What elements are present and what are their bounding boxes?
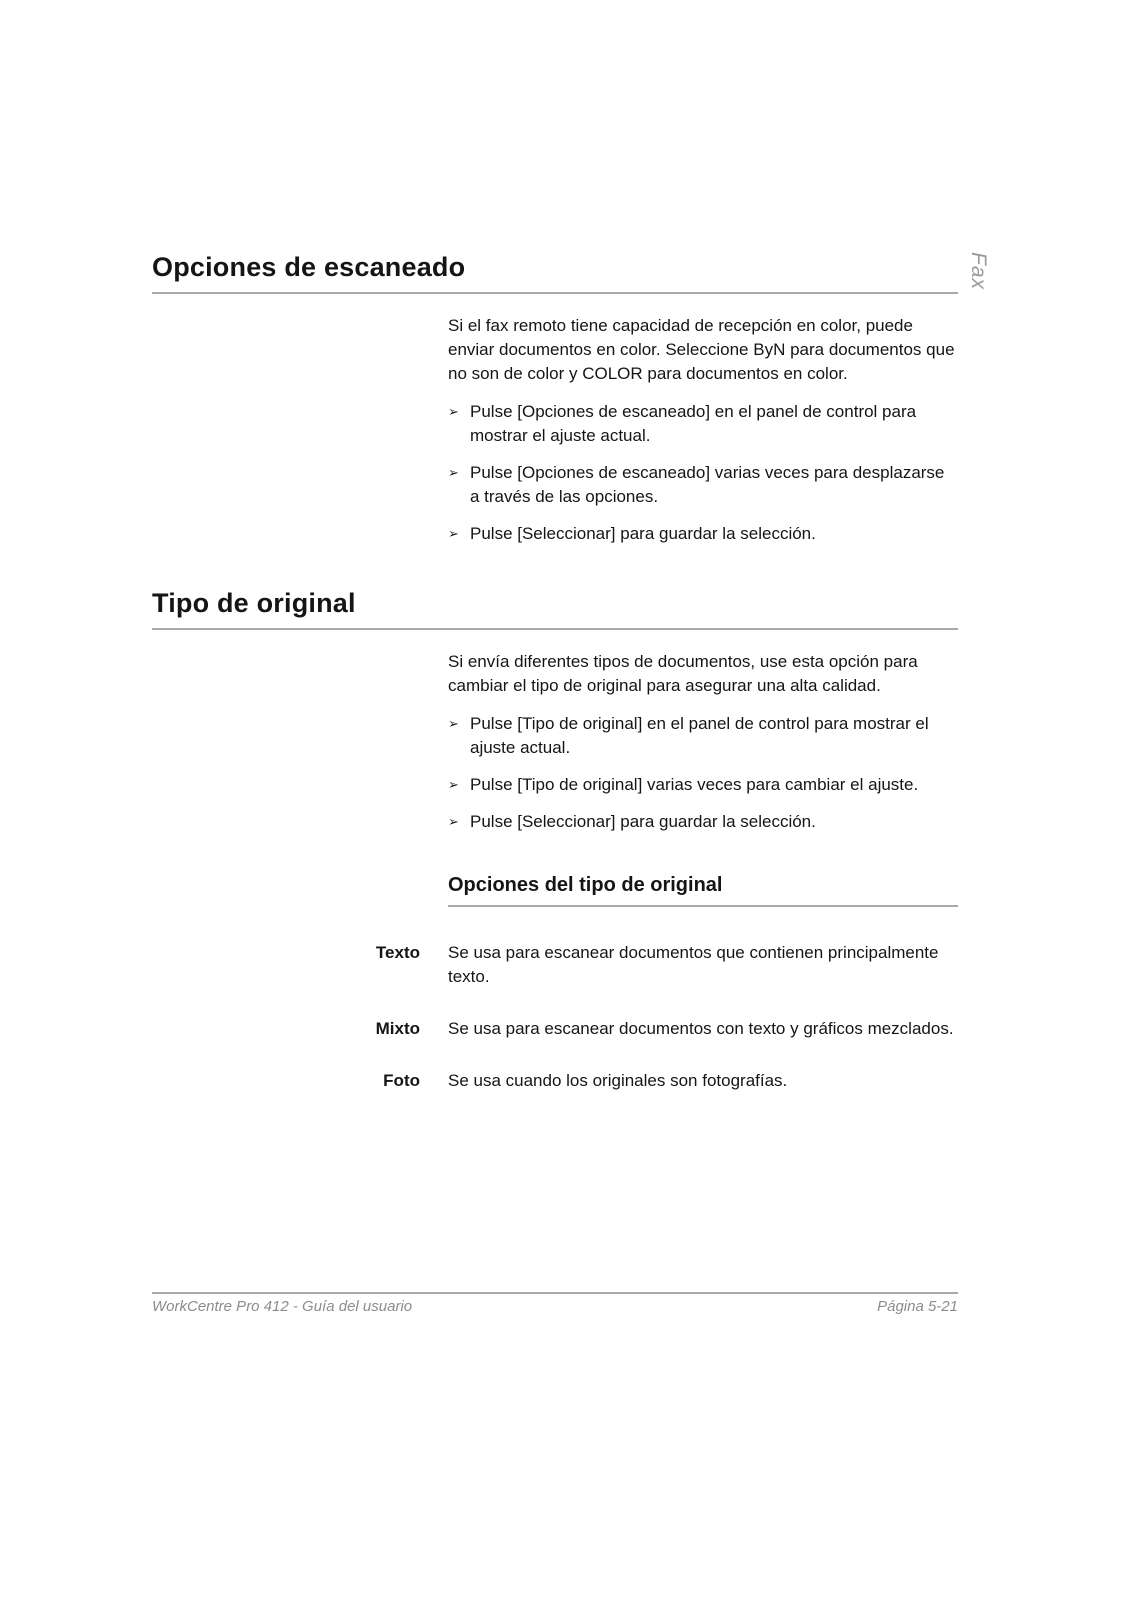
section2	[152, 588, 958, 1093]
bullet-text: Pulse [Tipo de original] varias veces para cambiar el ajuste.	[470, 775, 919, 794]
page-content	[152, 252, 958, 1093]
list-item	[448, 461, 958, 509]
arrow-bullet-icon: ➢	[448, 814, 459, 829]
footer-document-title: WorkCentre Pro 412 - Guía del usuario	[152, 1298, 413, 1315]
bullet-text: Pulse [Seleccionar] para guardar la selección.	[470, 812, 816, 831]
definition-description: Se usa para escanear documentos con texto y gráficos mezclados.	[448, 1019, 954, 1038]
definition-description: Se usa para escanear documentos que contienen principalmente texto.	[448, 943, 939, 986]
arrow-bullet-icon: ➢	[448, 465, 459, 480]
list-item	[448, 810, 958, 834]
arrow-bullet-icon: ➢	[448, 526, 459, 541]
arrow-bullet-icon: ➢	[448, 404, 459, 419]
definition-description: Se usa cuando los originales son fotografías.	[448, 1071, 788, 1090]
section2-bullet-list	[448, 712, 958, 834]
arrow-bullet-icon: ➢	[448, 777, 459, 792]
list-item	[448, 522, 958, 546]
section2-intro: Si envía diferentes tipos de documentos, use esta opción para cambiar el tipo de original para asegurar una alta calidad.	[448, 652, 918, 695]
footer-page-number: Página 5-21	[877, 1298, 958, 1315]
bullet-text: Pulse [Opciones de escaneado] en el panel de control para mostrar el ajuste actual.	[470, 402, 917, 445]
list-item	[448, 773, 958, 797]
section1-bullet-list	[448, 400, 958, 546]
arrow-bullet-icon: ➢	[448, 716, 459, 731]
section1-body	[448, 314, 958, 546]
section2-body	[448, 650, 958, 907]
list-item	[448, 400, 958, 448]
bullet-text: Pulse [Opciones de escaneado] varias veces para desplazarse a través de las opciones.	[470, 463, 945, 506]
bullet-text: Pulse [Seleccionar] para guardar la selección.	[470, 524, 816, 543]
definition-term: Texto	[375, 943, 420, 962]
section-title-tipo-de-original: Tipo de original	[152, 588, 958, 630]
page-footer	[152, 1292, 958, 1315]
side-tab-label: Fax	[967, 252, 990, 291]
definition-term: Mixto	[375, 1019, 420, 1038]
subsection-title-opciones-del-tipo-de-original: Opciones del tipo de original	[448, 874, 958, 907]
section1-intro: Si el fax remoto tiene capacidad de recepción en color, puede enviar documentos en color. Seleccione ByN para documentos que no son de color y COLOR para documentos en color.	[448, 316, 955, 383]
bullet-text: Pulse [Tipo de original] en el panel de control para mostrar el ajuste actual.	[470, 714, 929, 757]
definition-term: Foto	[383, 1071, 420, 1090]
section-title-opciones-de-escaneado: Opciones de escaneado	[152, 252, 958, 294]
original-type-definition-list	[152, 941, 958, 1093]
list-item	[448, 712, 958, 760]
